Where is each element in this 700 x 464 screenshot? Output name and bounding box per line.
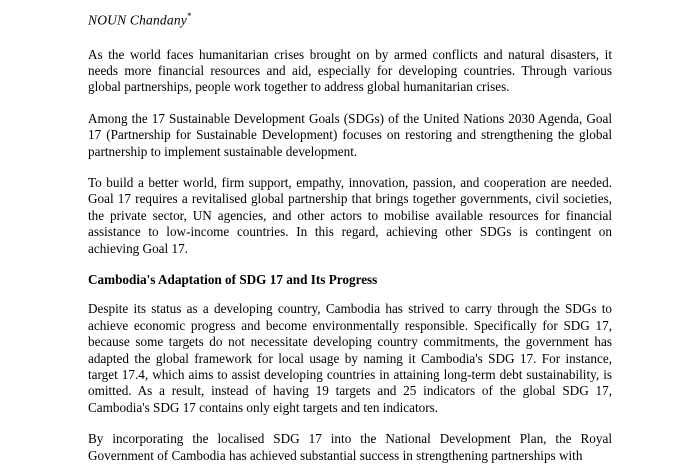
section-paragraph-2: By incorporating the localised SDG 17 into the National Development Plan, the Royal Government of Cambodia has achieved substantial success in strengthening partnerships with [88, 431, 612, 463]
section-heading: Cambodia's Adaptation of SDG 17 and Its Progress [88, 271, 378, 287]
document-title-partial [88, 0, 612, 4]
spacer [88, 29, 612, 47]
paragraph-1: As the world faces humanitarian crises brought on by armed conflicts and natural disasters, it needs more financial resources and aid, especially for developing countries. Through various global partnerships, people work together to address global humanitarian crises. [88, 46, 612, 95]
spacer [88, 160, 612, 175]
spacer [88, 288, 612, 301]
author-name: NOUN Chandany [88, 12, 187, 28]
author-line [88, 8, 612, 29]
paragraph-2: Among the 17 Sustainable Development Goals (SDGs) of the United Nations 2030 Agenda, Goal 17 (Partnership for Sustainable Development) focuses on restoring and strengthening the global partnership to implement sustainable development. [88, 110, 612, 159]
spacer [88, 257, 612, 272]
spacer [88, 96, 612, 111]
section-paragraph-1: Despite its status as a developing country, Cambodia has strived to carry through the SDGs to achieve economic progress and become environmentally responsible. Specifically for SDG 17, because some targets do not necessitate developing country commitments, the government has adapted the global framework for local usage by naming it Cambodia's SDG 17. For instance, target 17.4, which aims to assist developing countries in attaining long-term debt sustainability, is omitted. As a result, instead of having 19 targets and 25 indicators of the global SDG 17, Cambodia's SDG 17 contains only eight targets and ten indicators. [88, 301, 612, 415]
author-footnote-marker: * [186, 11, 192, 21]
spacer [88, 416, 612, 431]
paragraph-3: To build a better world, firm support, empathy, innovation, passion, and cooperation are needed. Goal 17 requires a revitalised global partnership that brings together governments, civil societies, the private sector, UN agencies, and other actors to mobilise available resources for financial assistance to low-income countries. In this regard, achieving other SDGs is contingent on achieving Goal 17. [88, 174, 612, 256]
